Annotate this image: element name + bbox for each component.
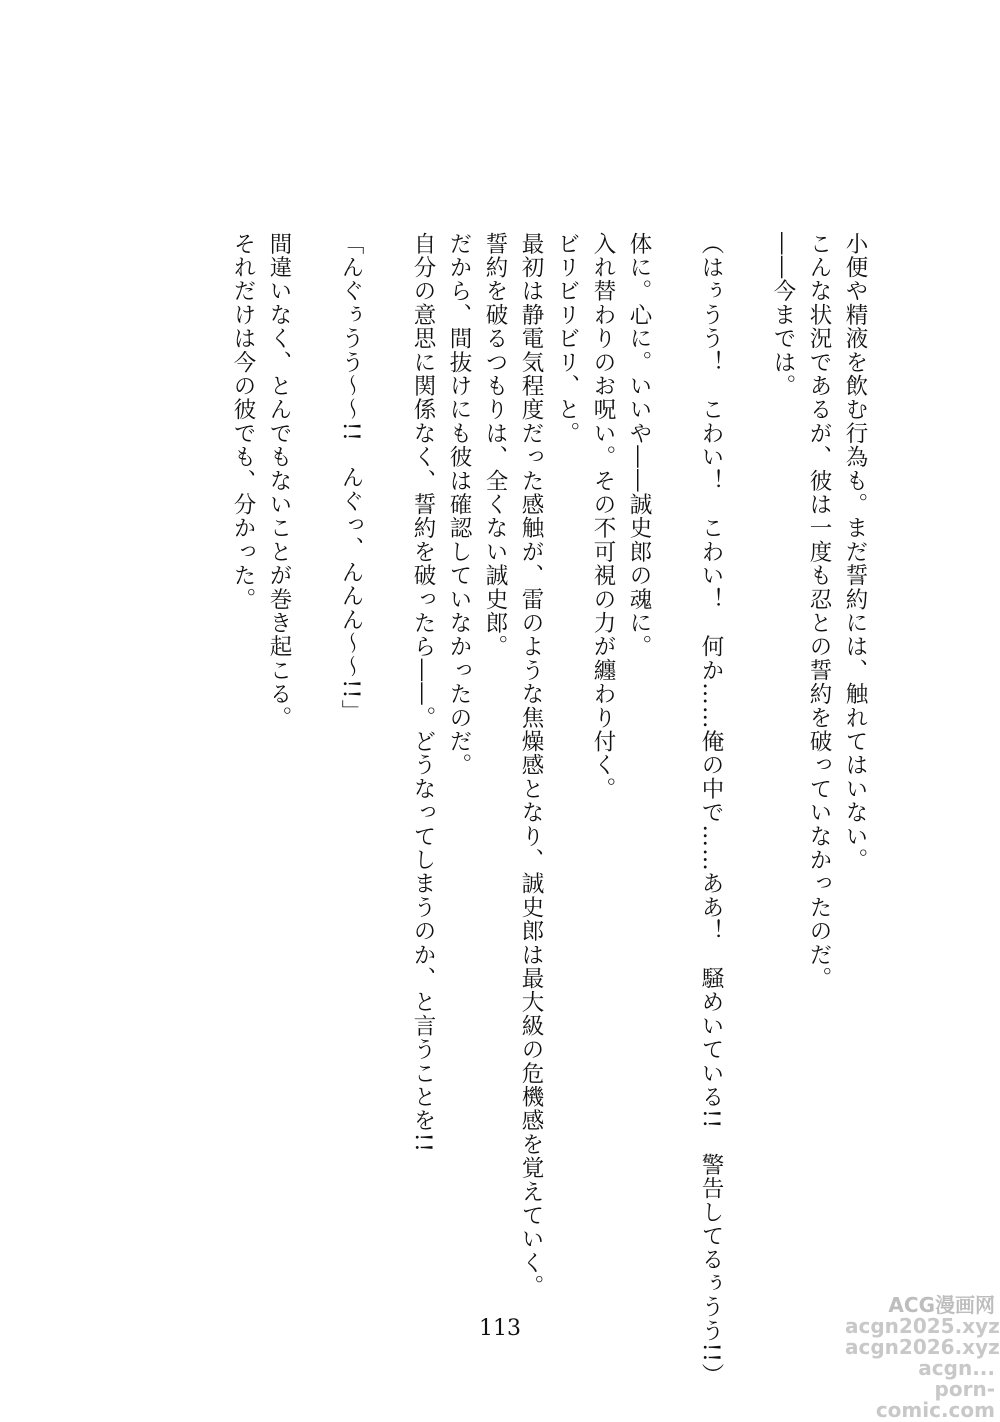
text-column-5: （はぅうう！ こわい！ こわい！ 何か……俺の中で……ああ！ 騒めいている!! 警告してるぅうう!!） — [698, 232, 724, 1387]
page-number: 113 — [479, 1316, 521, 1341]
watermark-url: acgn... — [918, 1356, 995, 1380]
watermark-title: ACG漫画网 — [888, 1293, 995, 1317]
text-column-3: ――今までは。 — [770, 232, 796, 398]
text-column-17: 間違いなく、とんでもないことが巻き起こる。 — [266, 232, 292, 730]
text-column-10: 最初は静電気程度だった感触が、雷のような焦燥感となり、誠史郎は最大級の危機感を覚えていく。 — [518, 232, 544, 1299]
text-column-9: ビリビリビリ、と。 — [554, 232, 580, 446]
text-column-11: 誓約を破るつもりは、全くない誠史郎。 — [482, 232, 508, 659]
watermark-url: acgn2025.xyz — [845, 1314, 1000, 1338]
text-column-1: 小便や精液を飲む行為も。まだ誓約には、触れてはいない。 — [842, 232, 868, 872]
text-column-2: こんな状況であるが、彼は一度も忍との誓約を破っていなかったのだ。 — [806, 232, 832, 991]
text-column-12: だから、間抜けにも彼は確認していなかったのだ。 — [446, 232, 472, 778]
watermark-url: acgn2026.xyz — [845, 1335, 1000, 1359]
watermark-url: porn-comic.com — [875, 1377, 995, 1422]
text-column-13: 自分の意思に関係なく、誓約を破ったら――。どうなってしまうのか、と言うことを!! — [410, 232, 436, 1154]
watermark — [845, 1293, 1000, 1422]
text-column-7: 体に。心に。いいや――誠史郎の魂に。 — [626, 232, 652, 659]
text-column-15: 「んぐぅうう～～!! んぐっ、んんん～～!!」 — [338, 232, 364, 724]
text-column-8: 入れ替わりのお呪い。その不可視の力が纏わり付く。 — [590, 232, 616, 801]
text-column-18: それだけは今の彼でも、分かった。 — [230, 232, 256, 612]
